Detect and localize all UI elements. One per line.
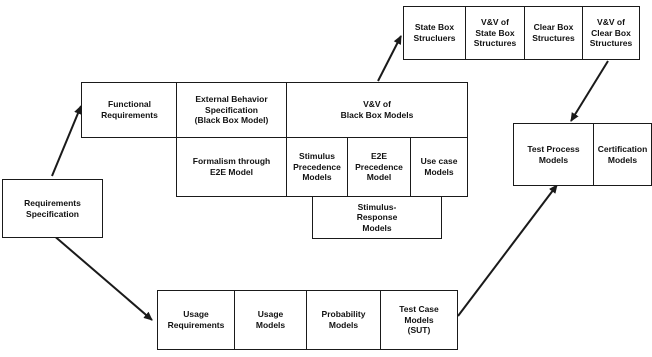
- usage-requirements-box: Usage Requirements: [157, 290, 235, 350]
- vv-black-box-models-box: V&V of Black Box Models: [286, 82, 468, 138]
- arrow-test-case-to-test-process: [458, 185, 557, 316]
- stimulus-precedence-models-box: Stimulus Precedence Models: [286, 137, 348, 197]
- e2e-precedence-model-box: E2E Precedence Model: [347, 137, 411, 197]
- usage-models-box: Usage Models: [234, 290, 307, 350]
- certification-models-box: Certification Models: [593, 123, 652, 186]
- arrow-clear-box-to-test-process: [571, 61, 608, 121]
- clear-box-structures-box: Clear Box Structures: [524, 6, 583, 60]
- test-process-models-box: Test Process Models: [513, 123, 594, 186]
- stimulus-response-models-box: Stimulus- Response Models: [312, 196, 442, 239]
- probability-models-box: Probability Models: [306, 290, 381, 350]
- formalism-e2e-model-box: Formalism through E2E Model: [176, 137, 287, 197]
- test-case-models-box: Test Case Models (SUT): [380, 290, 458, 350]
- functional-requirements-box: Functional Requirements: [81, 82, 178, 138]
- state-box-structures-box: State Box Strucluers: [403, 6, 466, 60]
- requirements-specification-box: Requirements Specification: [2, 179, 103, 238]
- vv-state-box-structures-box: V&V of State Box Structures: [465, 6, 525, 60]
- external-behavior-spec-box: External Behavior Specification (Black Box Model): [176, 82, 287, 138]
- arrow-vv-black-box-to-state-box: [378, 36, 401, 81]
- arrow-req-to-functional: [52, 106, 81, 176]
- arrow-req-to-usage: [52, 234, 152, 320]
- vv-clear-box-structures-box: V&V of Clear Box Structures: [582, 6, 640, 60]
- use-case-models-box: Use case Models: [410, 137, 468, 197]
